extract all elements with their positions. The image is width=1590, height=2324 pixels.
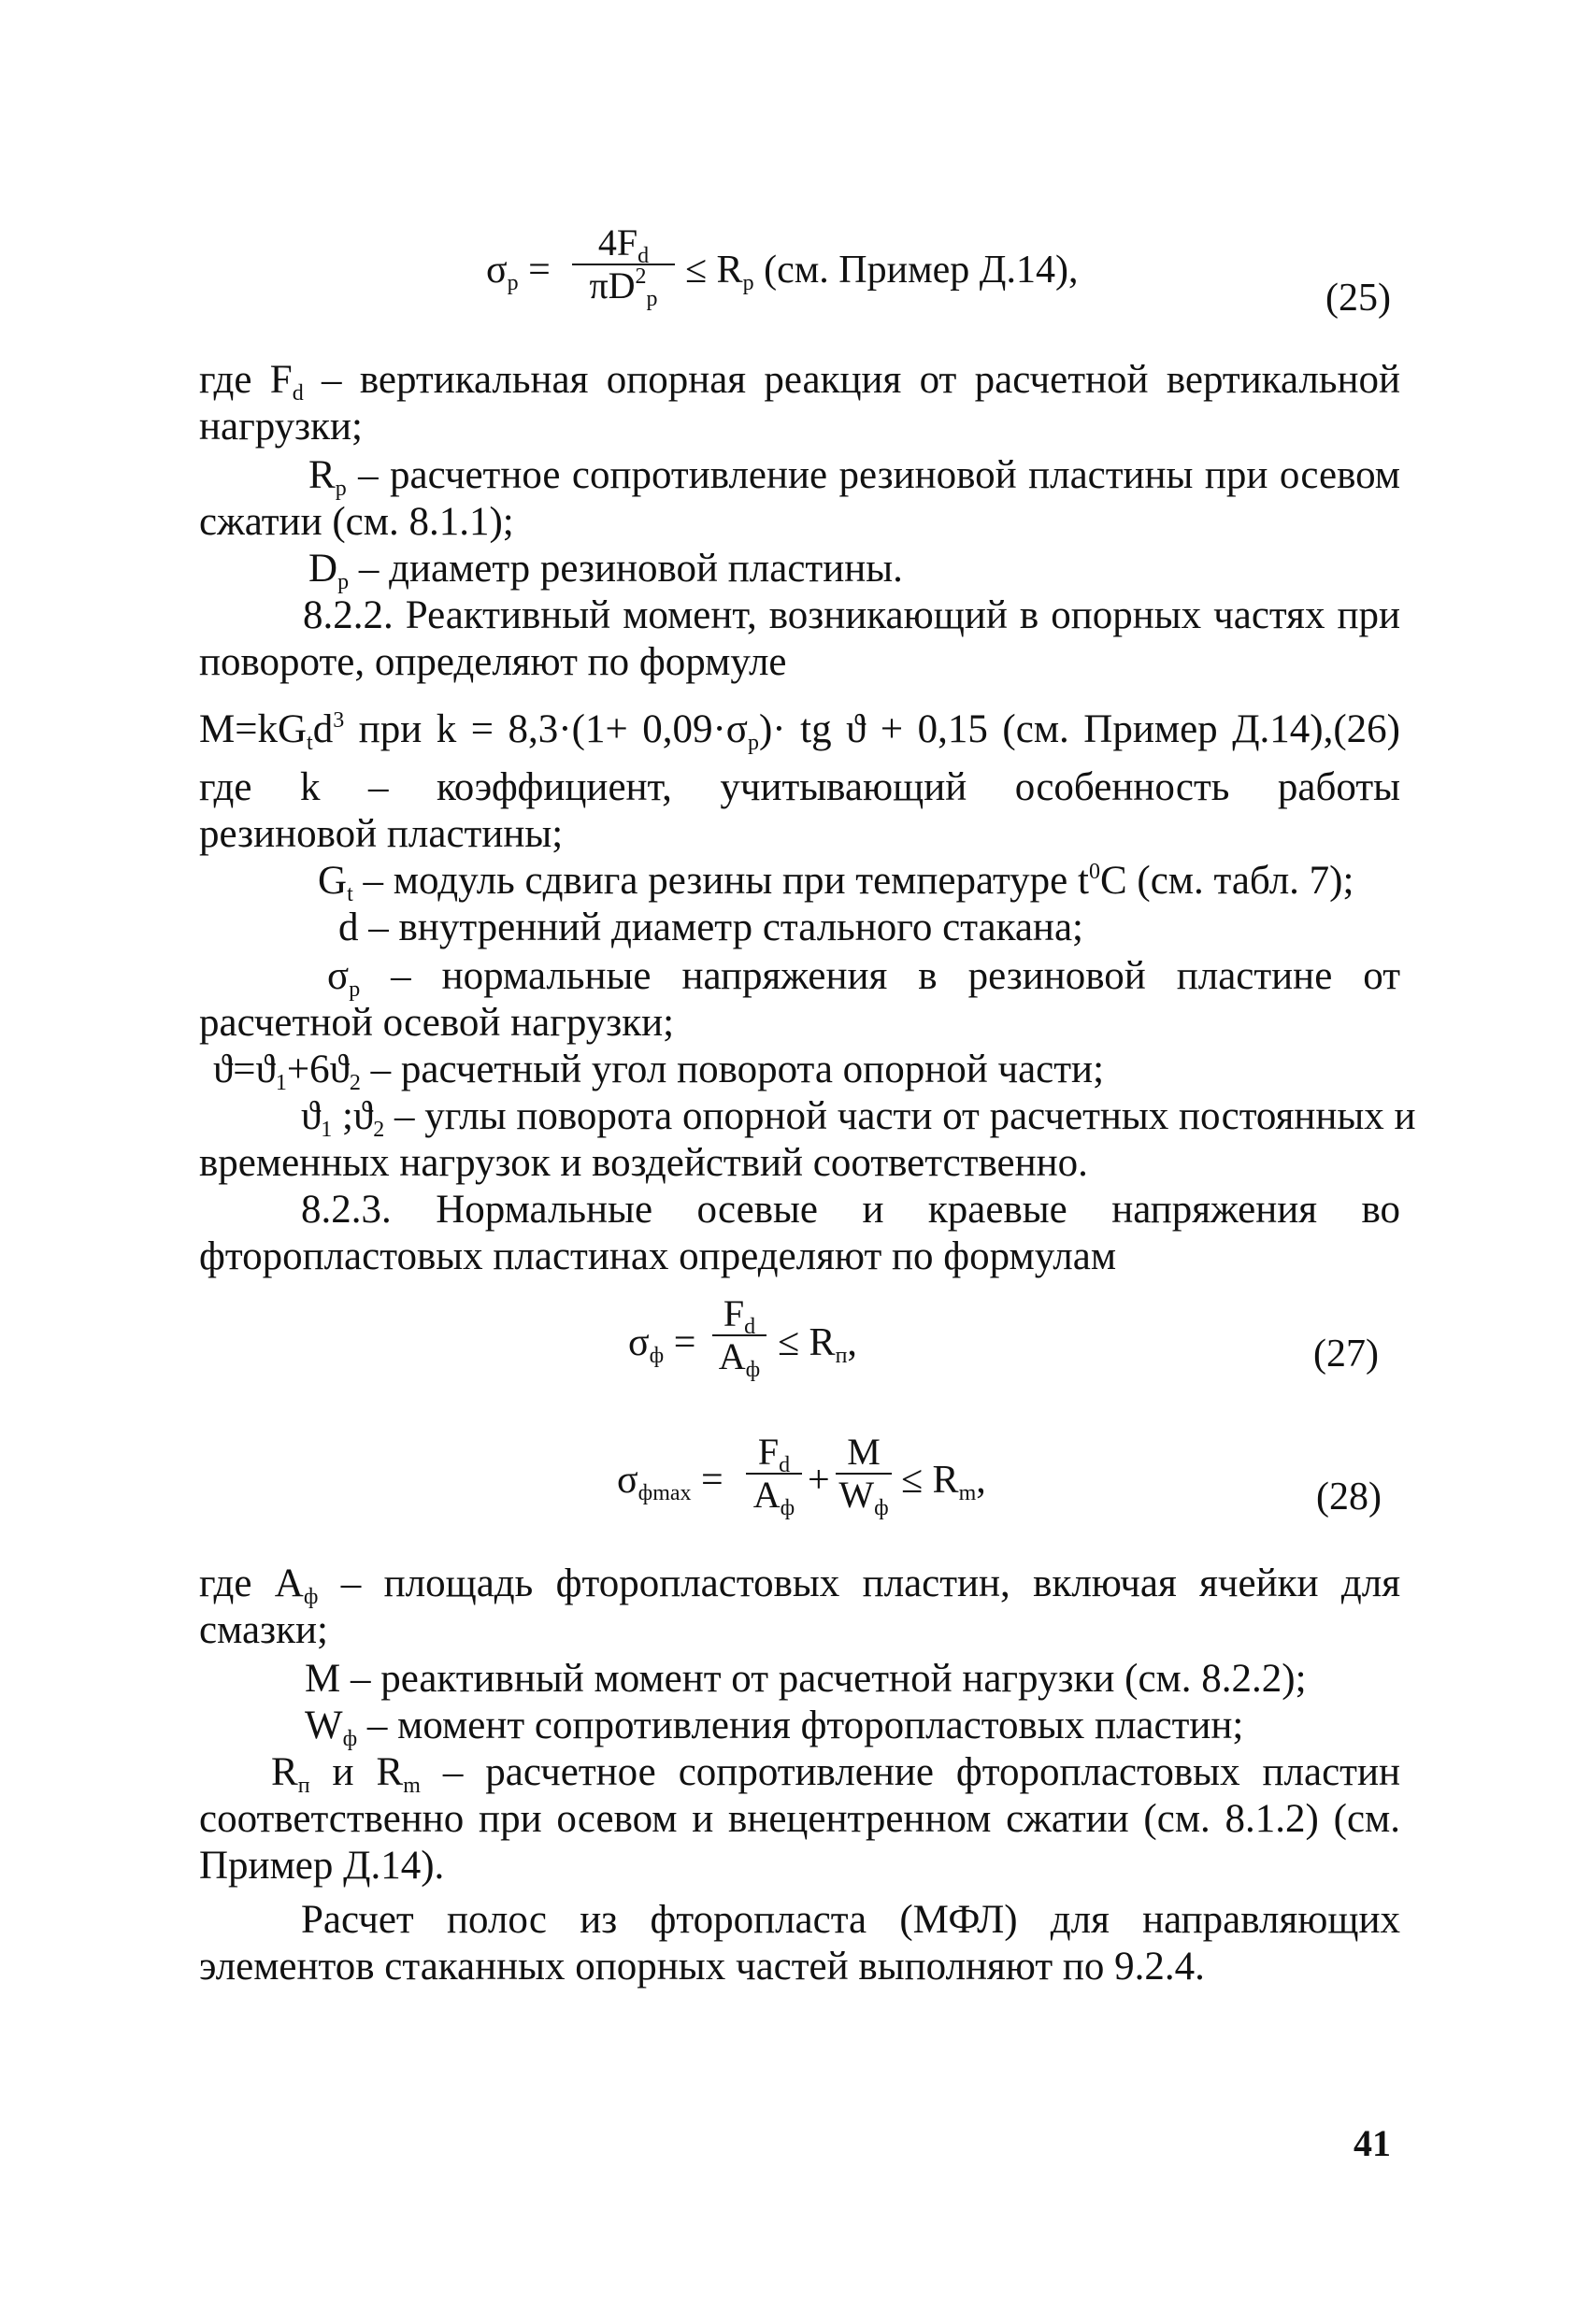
- formula-27-fraction: $F_d$ $A_ф$: [712, 1293, 766, 1377]
- equation-number-27: (27): [1313, 1333, 1379, 1376]
- fd-definition-continuation: нагрузки;: [199, 405, 364, 449]
- formula-25-denominator-sup: 2: [635, 264, 647, 289]
- formula-25-denominator-sub: p: [646, 287, 658, 311]
- rp-definition-continuation: сжатии (см. 8.1.1);: [199, 500, 514, 544]
- formula-27-relation: ≤ R: [778, 1321, 836, 1364]
- dp-definition-line: $D_p$ – диаметр резиновой пластины.: [308, 547, 903, 594]
- af-definition-continuation: смазки;: [199, 1608, 328, 1652]
- sigma-f-symbol: σ: [628, 1321, 650, 1364]
- gt-definition-line: $G_t$ – модуль сдвига резины при температуре $t^0C$ (см. табл. 7);: [318, 859, 1354, 906]
- fd-definition-line: где $F_d$ – вертикальная опорная реакция от расчетной вертикальной: [199, 358, 1400, 406]
- rn-rm-definition-line-2: соответственно при осевом и внецентренном сжатии (см. 8.1.2) (см.: [199, 1797, 1400, 1841]
- equation-number-28: (28): [1316, 1476, 1382, 1518]
- sigma-p-definition-line: $\sigma_p$ – нормальные напряжения в резиновой пластине от: [327, 954, 1400, 1002]
- formula-28-plus: +: [808, 1459, 830, 1502]
- sigma-p-definition-continuation: расчетной осевой нагрузки;: [199, 1001, 675, 1045]
- section-8-2-2-line-1: 8.2.2. Реактивный момент, возникающий в опорных частях при: [303, 593, 1400, 637]
- d-definition-line: d – внутренний диаметр стального стакана;: [338, 905, 1083, 949]
- formula-25-numerator-sub: d: [637, 244, 650, 268]
- theta-definition-line: $ϑ=ϑ_1+6ϑ_2$ – расчетный угол поворота опорной части;: [213, 1048, 1105, 1095]
- formula-28-relation: ≤ R: [901, 1459, 959, 1502]
- formula-25-fraction: [572, 221, 675, 311]
- formula-25-denominator: πD: [589, 264, 636, 307]
- rn-rm-definition-line-3: Пример Д.14).: [199, 1844, 445, 1888]
- formula-25-relation: ≤ R: [685, 249, 743, 292]
- formula-25-numerator: 4F: [597, 221, 638, 264]
- af-definition-line: где $A_ф$ – площадь фторопластовых пластин, включая ячейки для: [199, 1561, 1400, 1609]
- formula-28-fraction-1: $F_d$ $A_ф$: [746, 1432, 802, 1516]
- equation-number-25: (25): [1325, 277, 1391, 320]
- k-definition-continuation: резиновой пластины;: [199, 812, 564, 856]
- formula-25-reference: (см. Пример Д.14),: [764, 249, 1079, 292]
- rp-definition-line: $R_p$ – расчетное сопротивление резиновой пластины при осевом: [308, 453, 1400, 501]
- rn-rm-definition-line: $R_п$ и $R_m$ – расчетное сопротивление фторопластовых пластин: [271, 1750, 1400, 1798]
- m-definition-line: M – реактивный момент от расчетной нагрузки (см. 8.2.2);: [305, 1657, 1307, 1701]
- closing-paragraph-line-2: элементов стаканных опорных частей выполняют по 9.2.4.: [199, 1945, 1205, 1989]
- section-8-2-3-line-1: 8.2.3. Нормальные осевые и краевые напряжения во: [301, 1188, 1400, 1232]
- theta12-definition-continuation: временных нагрузок и воздействий соответственно.: [199, 1141, 1088, 1185]
- formula-25-relation-sub: p: [742, 271, 754, 295]
- section-8-2-3-line-2: фторопластовых пластинах определяют по формулам: [199, 1234, 1117, 1278]
- section-8-2-2-line-2: повороте, определяют по формуле: [199, 640, 787, 684]
- k-definition-line: где k – коэффициент, учитывающий особенность работы: [199, 765, 1400, 809]
- wf-definition-line: $W_ф$ – момент сопротивления фторопластовых пластин;: [305, 1704, 1244, 1751]
- sigma-fmax-symbol: σ: [617, 1459, 638, 1502]
- closing-paragraph-line-1: Расчет полос из фторопласта (МФЛ) для направляющих: [301, 1898, 1400, 1942]
- sigma-p-subscript: p: [507, 271, 519, 295]
- page-number: 41: [1354, 2122, 1391, 2164]
- theta12-definition-line: $ϑ_1$ $;ϑ_2$ – углы поворота опорной части от расчетных постоянных и: [301, 1094, 1416, 1142]
- formula-26: $M=kG_td^3$ при $k = 8,3\cdot(1+ 0,09\cdot\sigma_p)\cdot$ tg ϑ + 0,15 (см. Пример Д.14),(26): [199, 707, 1400, 755]
- formula-28-fraction-2: M $W_ф$: [836, 1432, 892, 1516]
- sigma-p-symbol: σ: [486, 249, 508, 292]
